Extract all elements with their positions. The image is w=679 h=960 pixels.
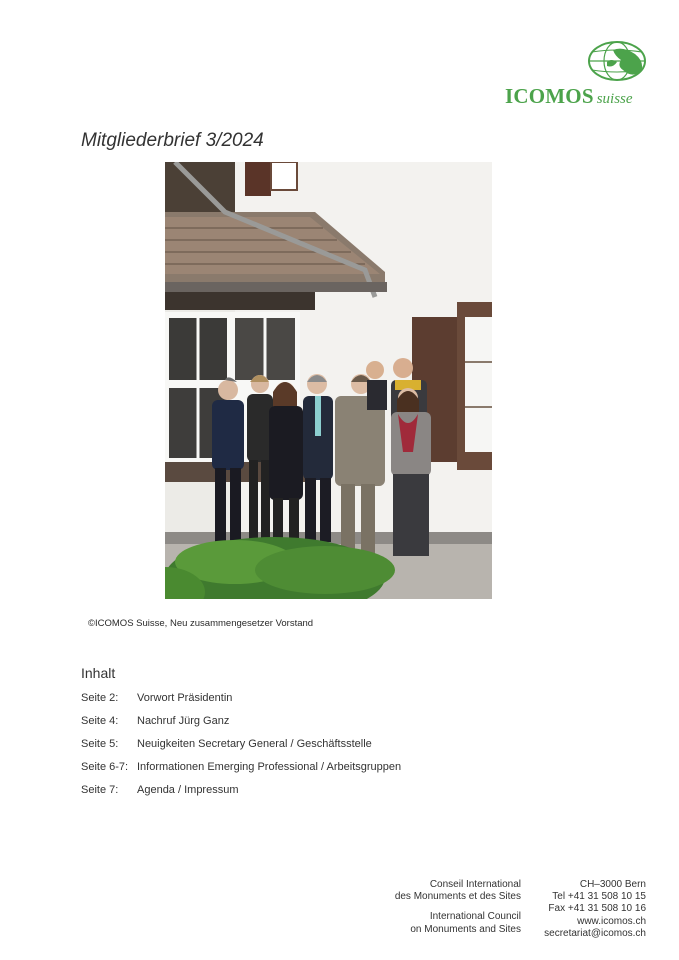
toc-item [81,784,239,796]
logo-wordmark [505,84,633,109]
toc-heading: Inhalt [81,665,116,681]
toc-item [81,692,232,704]
group-photo-illustration [165,162,492,599]
footer-address: CH–3000 Bern [579,879,646,890]
footer-line: Conseil International [429,879,521,890]
toc-item [81,738,372,750]
footer-contact [544,879,646,940]
toc-item [81,761,401,773]
toc-page-number: Seite 7: [81,784,119,796]
group-photo [165,162,492,599]
icomos-logo [505,38,650,108]
logo-sub-text: suisse [596,91,633,107]
toc-page-number: Seite 4: [81,715,119,727]
globe-icon [587,40,649,82]
footer-fax: Fax +41 31 508 10 16 [548,903,646,915]
photo-caption: ©ICOMOS Suisse, Neu zusammengesetzer Vorstand [88,618,314,629]
toc-item-label: Nachruf Jürg Ganz [137,715,230,727]
footer-line: on Monuments and Sites [410,923,521,935]
toc-item [81,715,229,727]
logo-main-text: ICOMOS [505,84,594,108]
document-title: Mitgliederbrief 3/2024 [81,130,264,151]
toc-page-number: Seite 6-7: [81,761,129,773]
toc-page-number: Seite 2: [81,692,119,704]
toc-item-label: Agenda / Impressum [137,784,239,796]
footer-line: des Monuments et des Sites [394,891,521,903]
toc-item-label: Informationen Emerging Professional / Arbeitsgruppen [137,761,402,773]
footer-organisation [395,879,521,936]
footer-email-link[interactable]: secretariat@icomos.ch [544,927,646,939]
footer-line: International Council [429,911,521,923]
footer-website-link[interactable]: www.icomos.ch [577,915,646,927]
footer-tel: Tel +41 31 508 10 15 [552,891,646,903]
toc-item-label: Neuigkeiten Secretary General / Geschäftsstelle [137,738,372,750]
toc-item-label: Vorwort Präsidentin [137,692,233,704]
toc-page-number: Seite 5: [81,738,119,750]
